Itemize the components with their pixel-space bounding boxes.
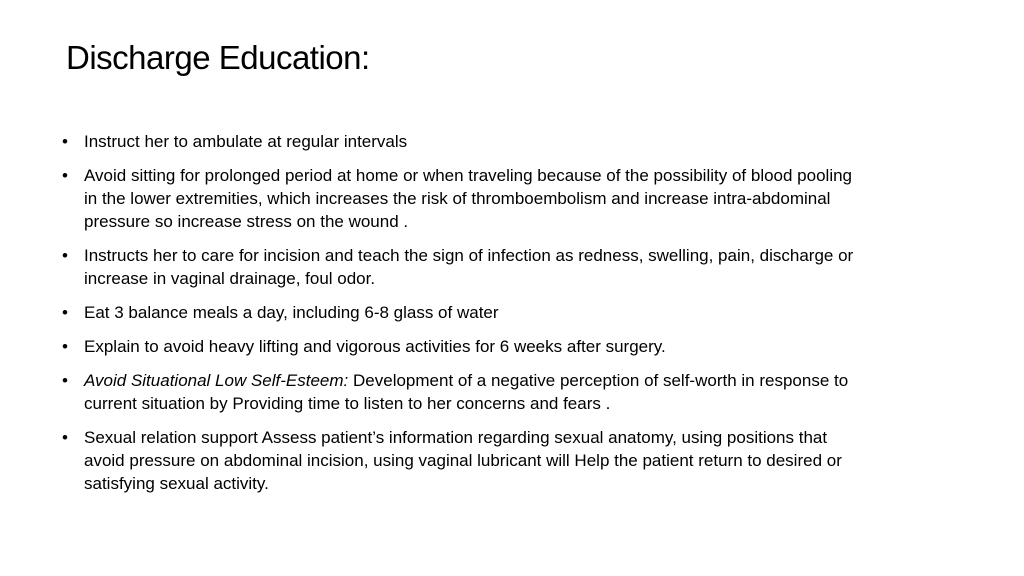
bullet-item-meals — [62, 301, 862, 324]
bullet-text: Development of a negative perception of self-worth in response to current situation by Providing time to listen to her concerns and fears . — [84, 371, 849, 413]
bullet-item-self-esteem — [62, 369, 862, 415]
bullet-text: Instruct her to ambulate at regular intervals — [84, 132, 408, 151]
bullet-text: Eat 3 balance meals a day, including 6-8 glass of water — [84, 303, 499, 322]
bullet-item-ambulate — [62, 130, 862, 153]
bullet-emphasis: Avoid Situational Low Self-Esteem: — [84, 371, 349, 390]
bullet-item-avoid-sitting — [62, 164, 862, 233]
bullet-icon: • — [62, 166, 68, 185]
bullet-list — [62, 130, 862, 506]
bullet-item-incision-care — [62, 244, 862, 290]
bullet-text: Explain to avoid heavy lifting and vigorous activities for 6 weeks after surgery. — [84, 337, 666, 356]
bullet-text: Avoid sitting for prolonged period at home or when traveling because of the possibility of blood pooling in the lower extremities, which increases the risk of thromboembolism and increase intra-abdominal pressure so increase stress on the wound . — [84, 166, 853, 231]
slide-title: Discharge Education: — [66, 39, 370, 76]
bullet-icon: • — [62, 246, 68, 265]
bullet-icon: • — [62, 371, 68, 390]
bullet-item-heavy-lifting — [62, 335, 862, 358]
bullet-icon: • — [62, 337, 68, 356]
bullet-icon: • — [62, 303, 68, 322]
bullet-item-sexual-relation — [62, 426, 862, 495]
bullet-text: Sexual relation support Assess patient’s information regarding sexual anatomy, using positions that avoid pressure on abdominal incision, using vaginal lubricant will Help the patient return to desired or satisfying sexual activity. — [84, 428, 842, 493]
bullet-icon: • — [62, 428, 68, 447]
bullet-text: Instructs her to care for incision and teach the sign of infection as redness, swelling, pain, discharge or increase in vaginal drainage, foul odor. — [84, 246, 854, 288]
bullet-icon: • — [62, 132, 68, 151]
